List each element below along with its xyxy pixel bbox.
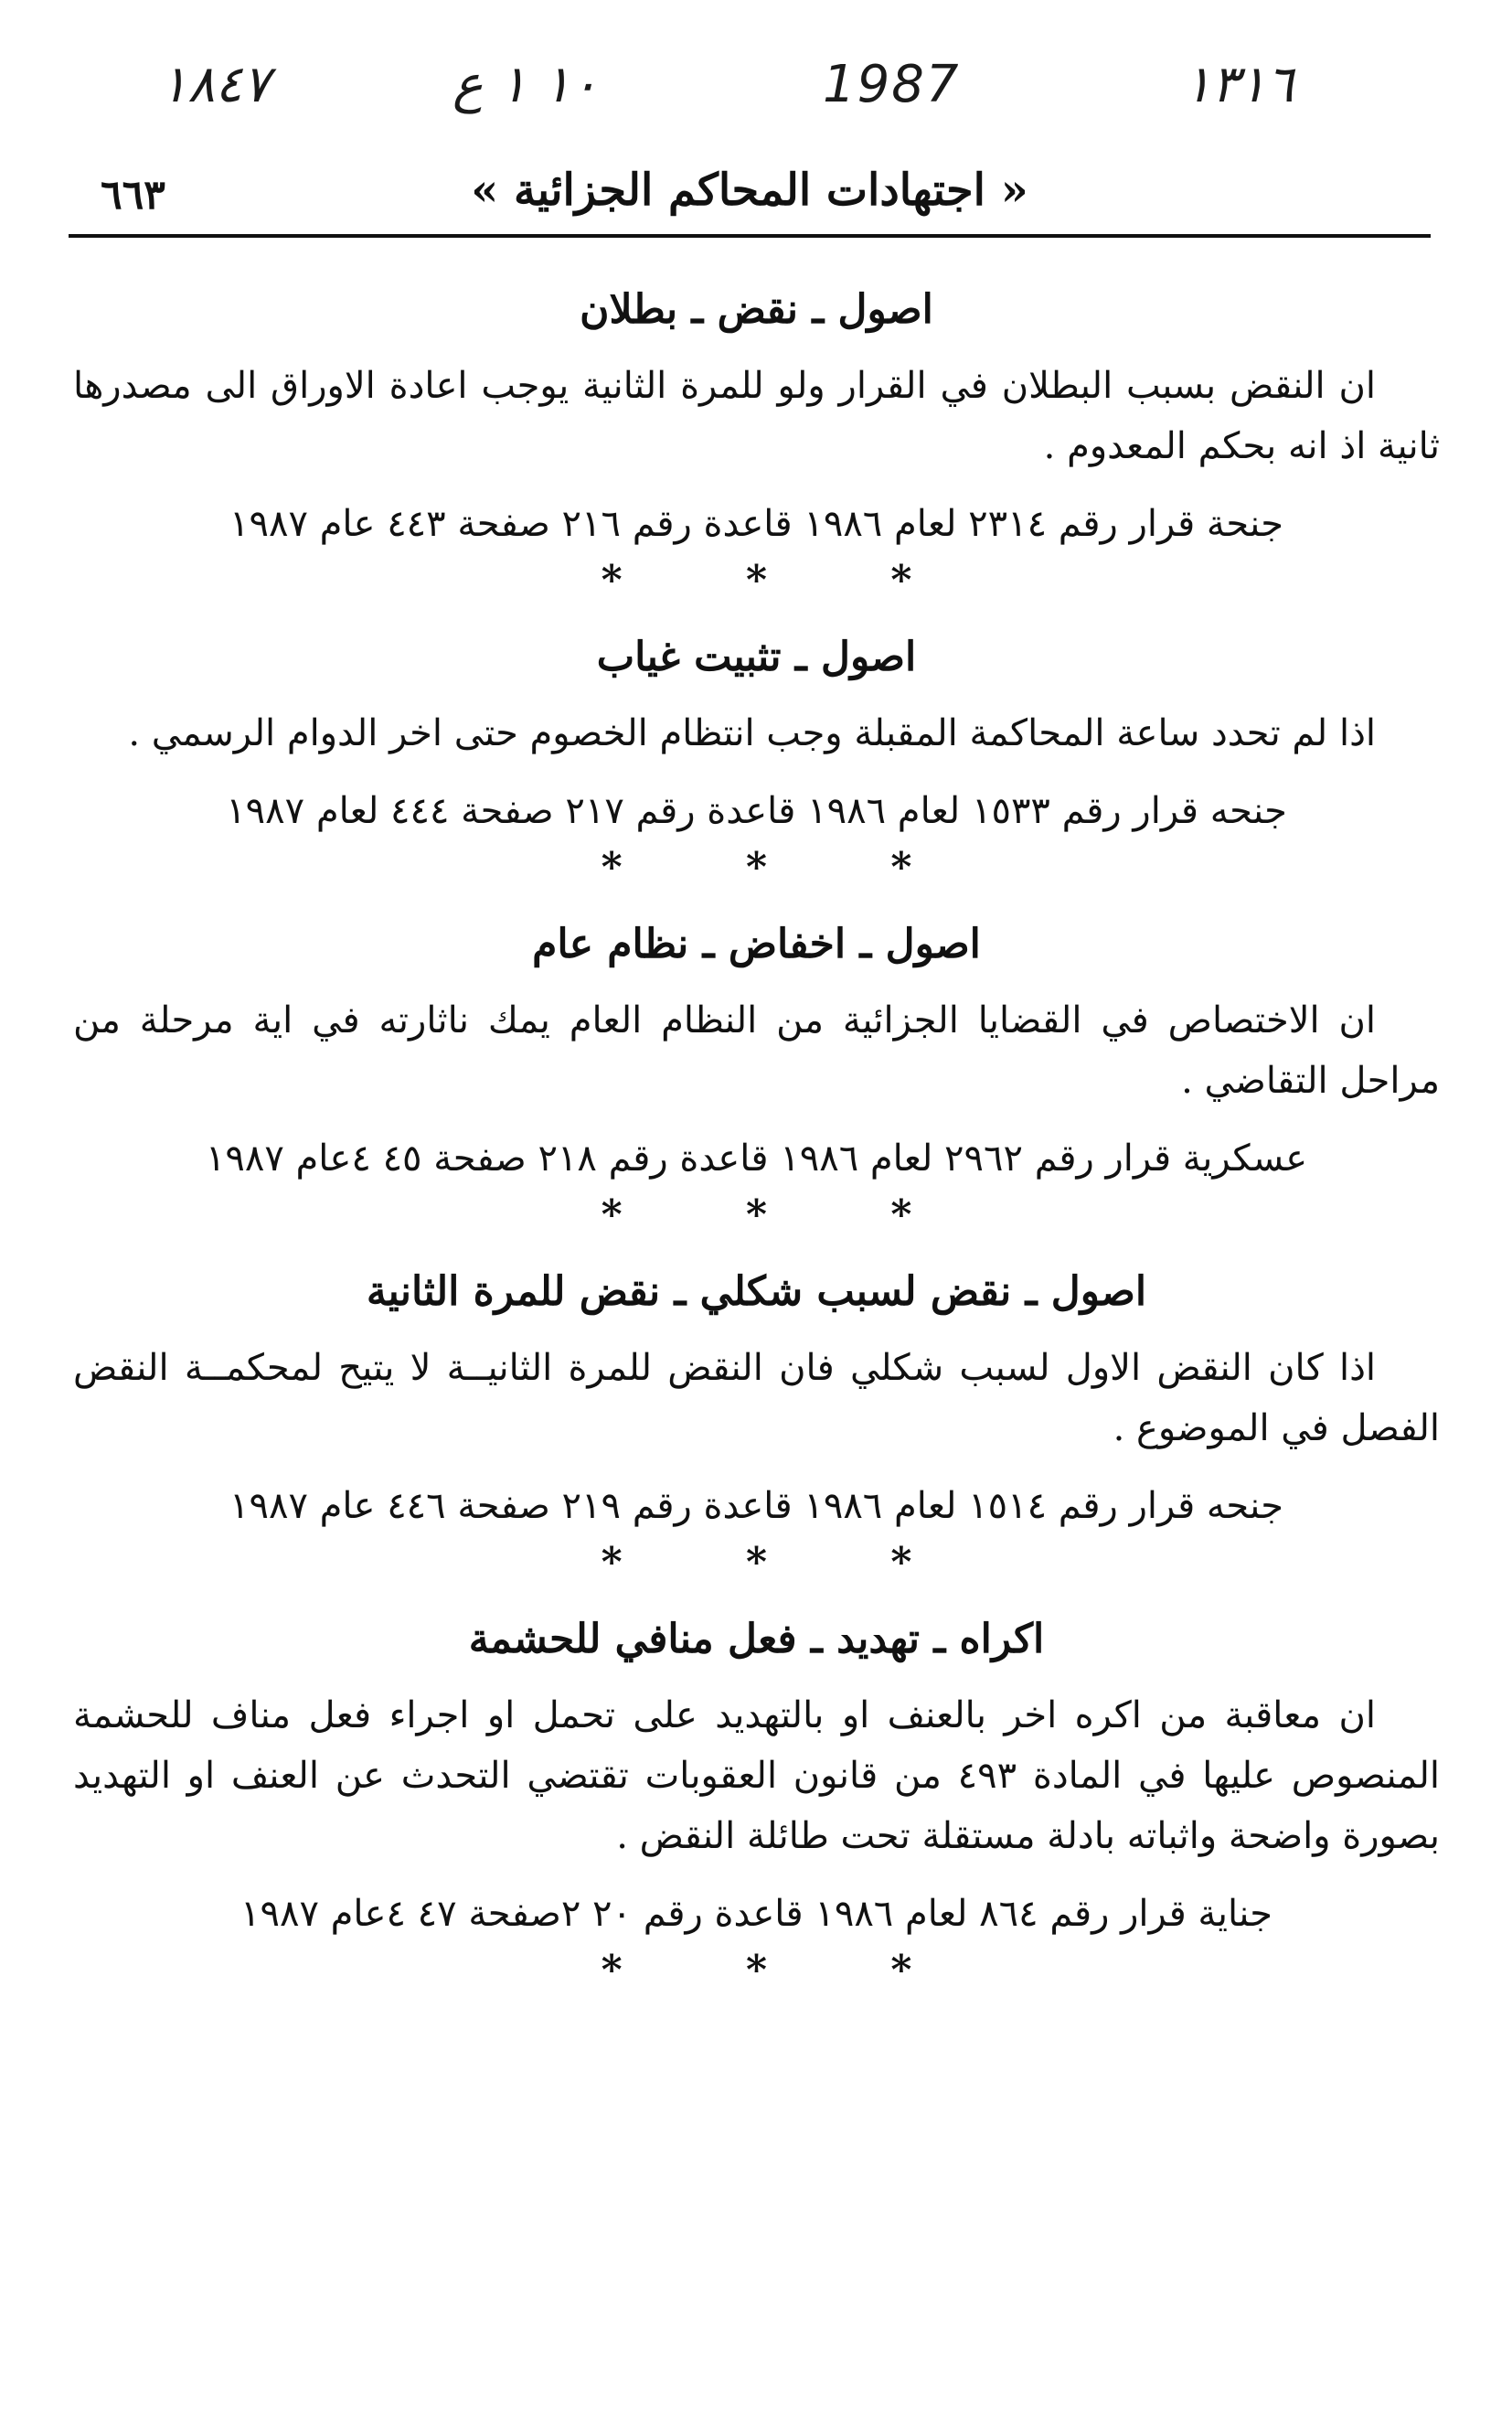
entry-body: ان معاقبة من اكره اخر بالعنف او بالتهديد على تحمل او اجراء فعل مناف للحشمة المنصوص عليها في المادة ٤٩٣ من قانون العقوبات تقتضي التحدث عن العنف او التهديد بصورة واضحة واثباته بادلة مستقلة تحت طائلة النقض .	[73, 1694, 1440, 1858]
entry-citation: عسكرية قرار رقم ٢٩٦٢ لعام ١٩٨٦ قاعدة رقم ٢١٨ صفحة ٤٥ ٤عام ١٩٨٧	[205, 1138, 1308, 1180]
asterisk-separator: * * *	[601, 844, 967, 892]
entry-body: اذا كان النقض الاول لسبب شكلي فان النقض للمرة الثانيــة لا يتيح لمحكمــة النقض الفصل في الموضوع .	[73, 1347, 1440, 1450]
entry-title: اصول ـ نقض لسبب شكلي ـ نقض للمرة الثانية	[366, 1267, 1147, 1315]
handwritten-note-4: ١٣١٦	[1184, 55, 1294, 114]
asterisk-separator: * * *	[601, 1947, 967, 1994]
entry-citation: جنحة قرار رقم ٢٣١٤ لعام ١٩٨٦ قاعدة رقم ٢١٦ صفحة ٤٤٣ عام ١٩٨٧	[229, 503, 1283, 546]
asterisk-separator: * * *	[601, 1191, 967, 1239]
entry-body: اذا لم تحدد ساعة المحاكمة المقبلة وجب انتظام الخصوم حتى اخر الدوام الرسمي .	[128, 712, 1376, 755]
handwritten-note-2: ١٠ ١ ع	[453, 55, 599, 114]
entry	[73, 918, 1440, 1240]
entry-citation: جنحه قرار رقم ١٥٣٣ لعام ١٩٨٦ قاعدة رقم ٢١٧ صفحة ٤٤٤ لعام ١٩٨٧	[226, 790, 1287, 833]
entry-title: اصول ـ تثبيت غياب	[596, 633, 917, 680]
entry	[73, 283, 1440, 605]
entry	[73, 1613, 1440, 1995]
header-rule	[69, 234, 1431, 238]
entry-citation: جناية قرار رقم ٨٦٤ لعام ١٩٨٦ قاعدة رقم ٢٠ ٢صفحة ٤٧ ٤عام ١٩٨٧	[240, 1893, 1272, 1936]
handwritten-note-3: 1987	[823, 55, 961, 114]
entry-body: ان النقض بسبب البطلان في القرار ولو للمرة الثانية يوجب اعادة الاوراق الى مصدرها ثانية اذ انه بحكم المعدوم .	[73, 365, 1440, 468]
asterisk-separator: * * *	[601, 557, 967, 604]
asterisk-separator: * * *	[601, 1539, 967, 1586]
entry	[73, 631, 1440, 892]
entry-title: اصول ـ اخفاض ـ نظام عام	[532, 920, 981, 967]
entry	[73, 1266, 1440, 1587]
entry-citation: جنحه قرار رقم ١٥١٤ لعام ١٩٨٦ قاعدة رقم ٢١٩ صفحة ٤٤٦ عام ١٩٨٧	[229, 1485, 1283, 1528]
journal-title: « اجتهادات المحاكم الجزائية »	[471, 165, 1028, 216]
handwritten-note-1: ١٨٤٧	[160, 55, 271, 114]
page-number: ٦٦٣	[101, 172, 165, 219]
running-header	[73, 165, 1426, 229]
entry-body: ان الاختصاص في القضايا الجزائية من النظام العام يمك ناثارته في اية مرحلة من مراحل التقاضي .	[73, 999, 1440, 1103]
entry-title: اصول ـ نقض ـ بطلان	[580, 286, 933, 333]
entries-list	[73, 283, 1440, 2021]
entry-title: اكراه ـ تهديد ـ فعل منافي للحشمة	[468, 1615, 1045, 1662]
